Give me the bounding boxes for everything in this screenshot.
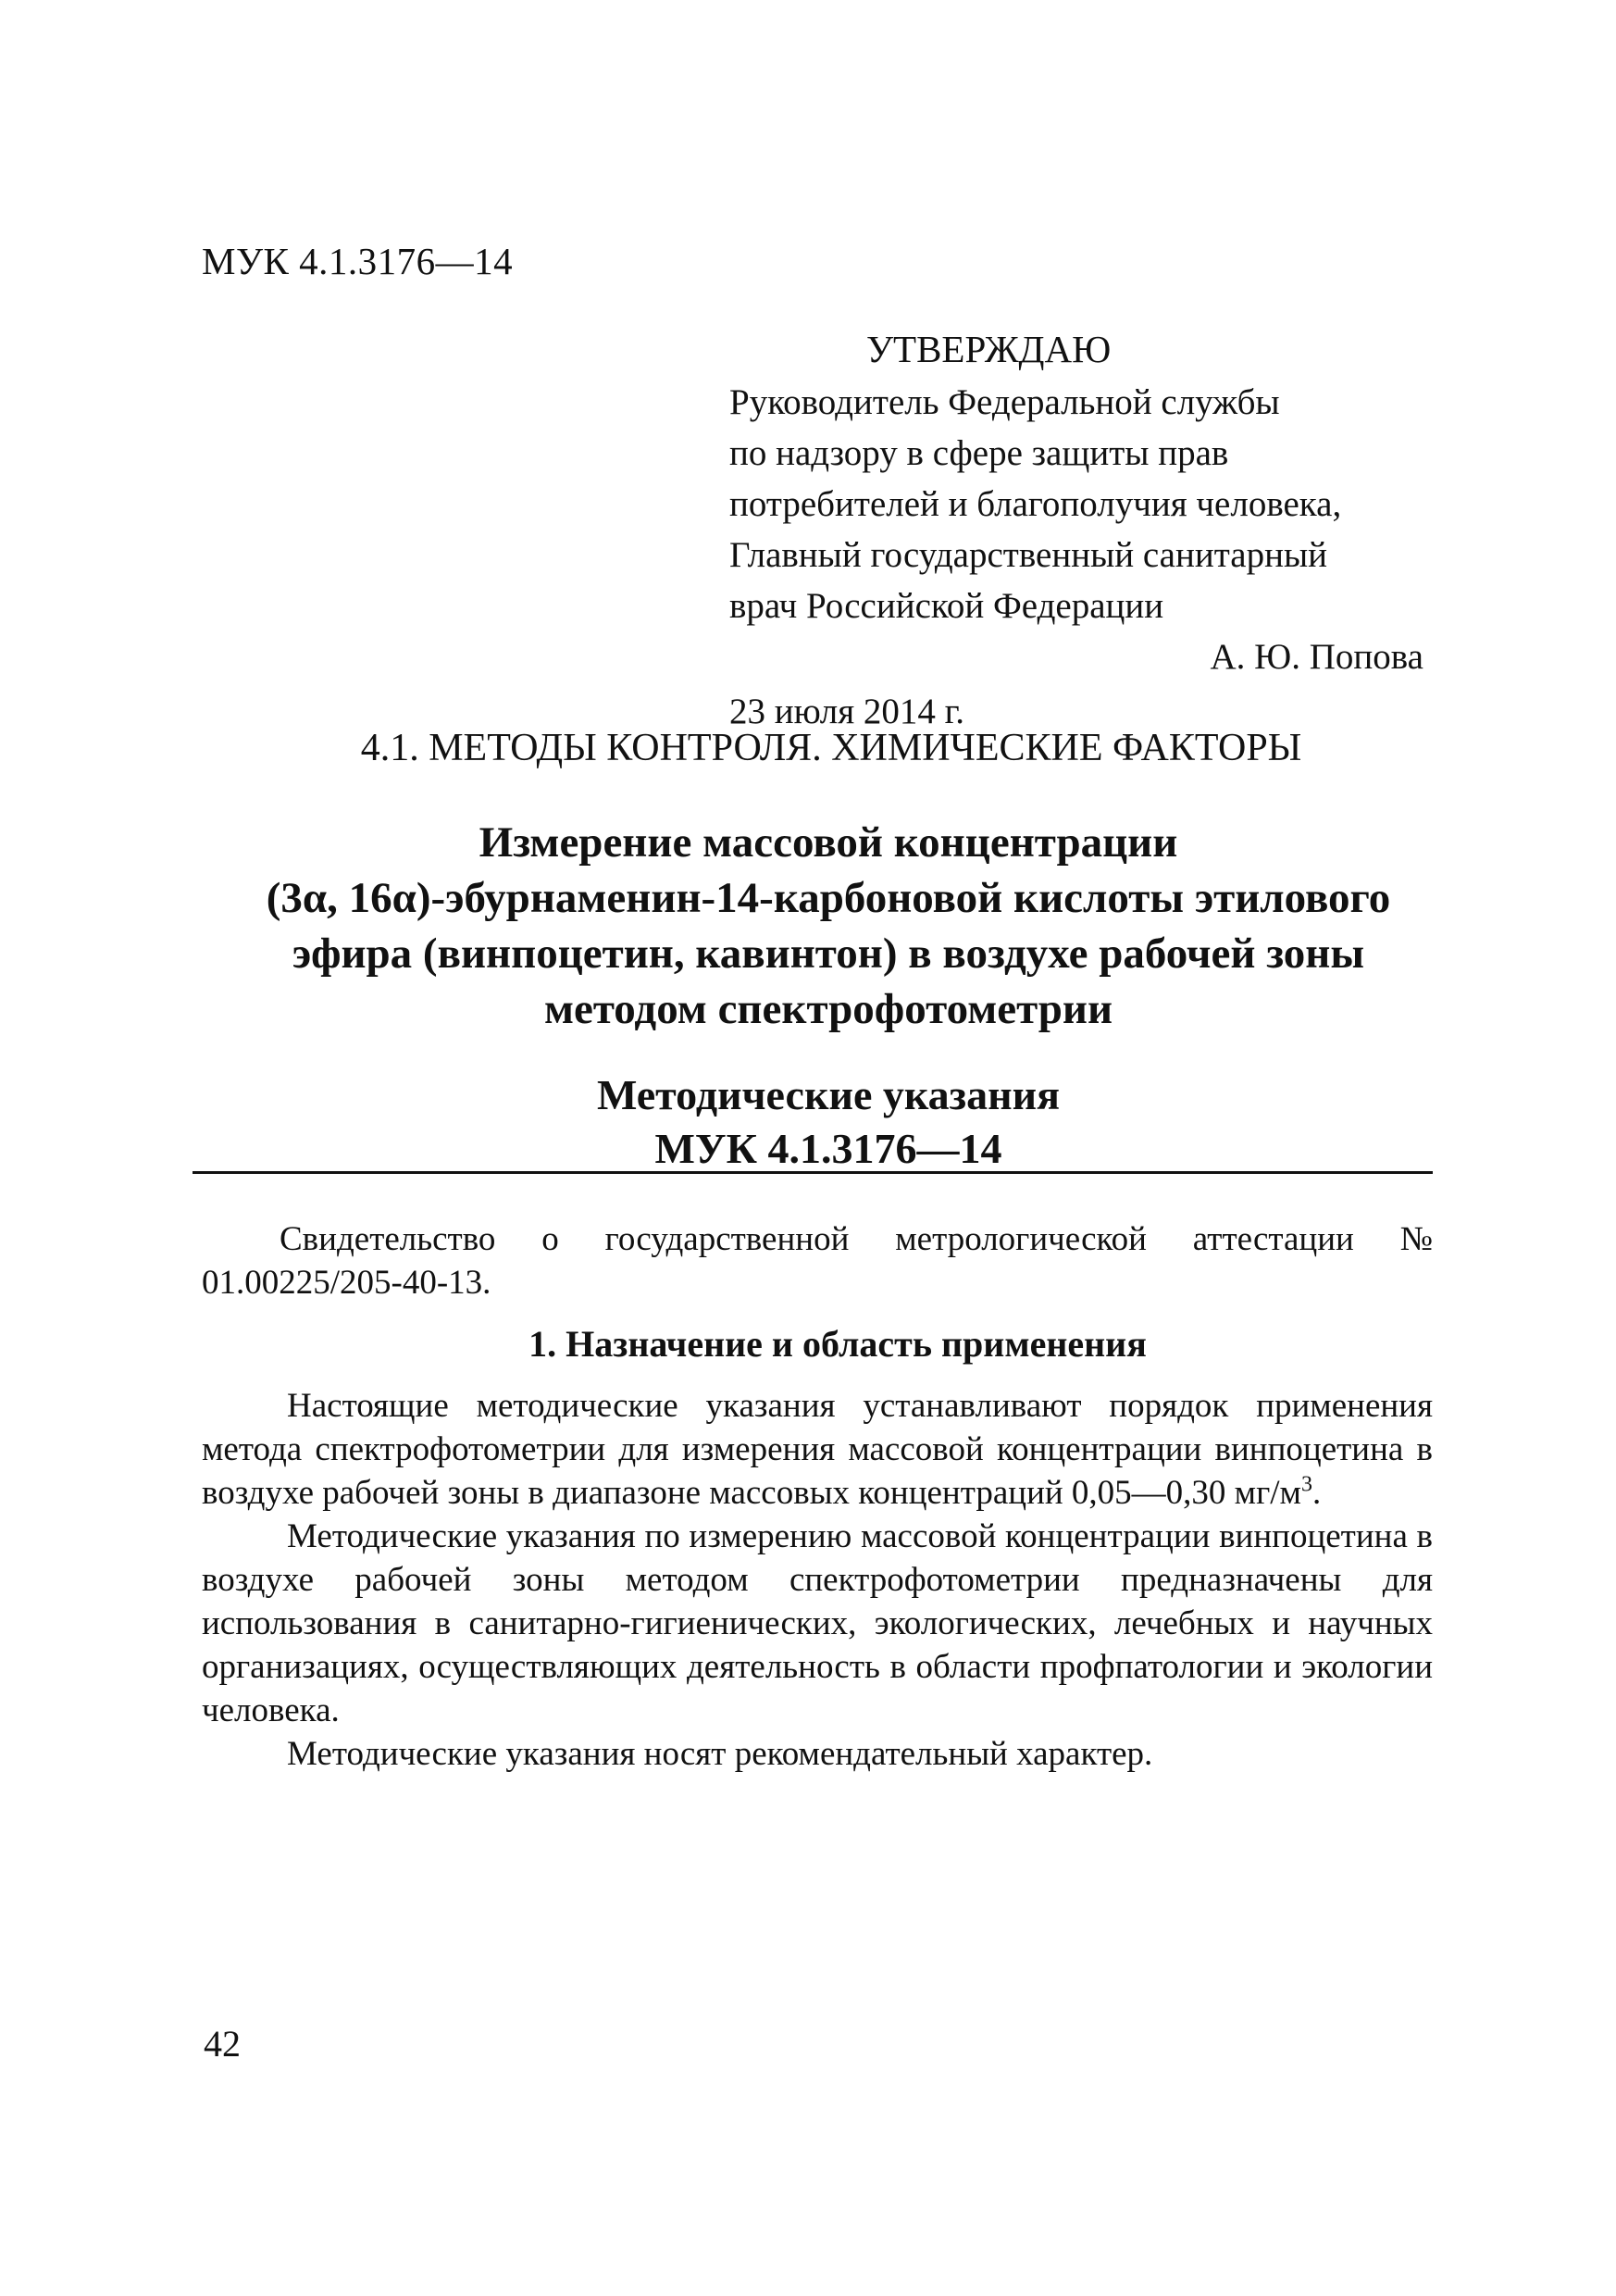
paragraph-2: Методические указания по измерению массовой концентрации винпоцетина в воздухе рабочей зоны методом спектрофотометрии предназначены для использования в санитарно-гигиенических, экологических, лечебных и научных организациях, осуществляющих деятельность в области профпатологии и экологии человека. [202, 1517, 1433, 1729]
paragraph-1-end: . [1311, 1474, 1322, 1512]
approval-line: Главный государственный санитарный [729, 535, 1328, 575]
main-title-line: (3α, 16α)-эбурнаменин-14-карбоновой кислоты этилового [266, 874, 1391, 922]
paragraph-1-text: Настоящие методические указания устанавливают порядок применения метода спектрофотометрии для измерения массовой концентрации винпоцетина в воздухе рабочей зоны в диапазоне массовых концентраций 0,05—0,30 мг/м [202, 1387, 1433, 1512]
paragraph-1 [202, 1384, 1433, 1515]
main-title-line: эфира (винпоцетин, кавинтон) в воздухе рабочей зоны [292, 930, 1365, 978]
approval-block [729, 324, 1433, 737]
approval-date: 23 июля 2014 г. [729, 692, 965, 731]
main-title-line: методом спектрофотометрии [543, 985, 1113, 1033]
section1-heading: 1. Назначение и область применения [528, 1323, 1147, 1365]
section1-body [202, 1384, 1433, 1776]
main-title [185, 815, 1472, 1037]
approval-signer: А. Ю. Попова [1210, 637, 1423, 677]
approval-heading: УТВЕРЖДАЮ [866, 328, 1112, 370]
approval-line: врач Российской Федерации [729, 586, 1164, 626]
approval-line: потребителей и благополучия человека, [729, 484, 1342, 524]
paragraph-3: Методические указания носят рекомендательный характер. [287, 1735, 1153, 1773]
paragraph-1-superscript: 3 [1300, 1472, 1312, 1497]
header-divider [193, 1171, 1433, 1174]
approval-line: по надзору в сфере защиты прав [729, 433, 1229, 473]
section-title: 4.1. МЕТОДЫ КОНТРОЛЯ. ХИМИЧЕСКИЕ ФАКТОРЫ [360, 727, 1302, 769]
subtitle [185, 1068, 1472, 1176]
subtitle-code: МУК 4.1.3176—14 [654, 1125, 1002, 1172]
certificate-text: Свидетельство о государственной метрологической аттестации № 01.00225/205-40-13. [202, 1220, 1433, 1302]
subtitle-guidelines: Методические указания [596, 1071, 1061, 1118]
page-number: 42 [204, 2023, 241, 2065]
document-code: МУК 4.1.3176—14 [202, 240, 514, 282]
main-title-line: Измерение массовой концентрации [479, 818, 1178, 867]
approval-line: Руководитель Федеральной службы [729, 382, 1280, 422]
